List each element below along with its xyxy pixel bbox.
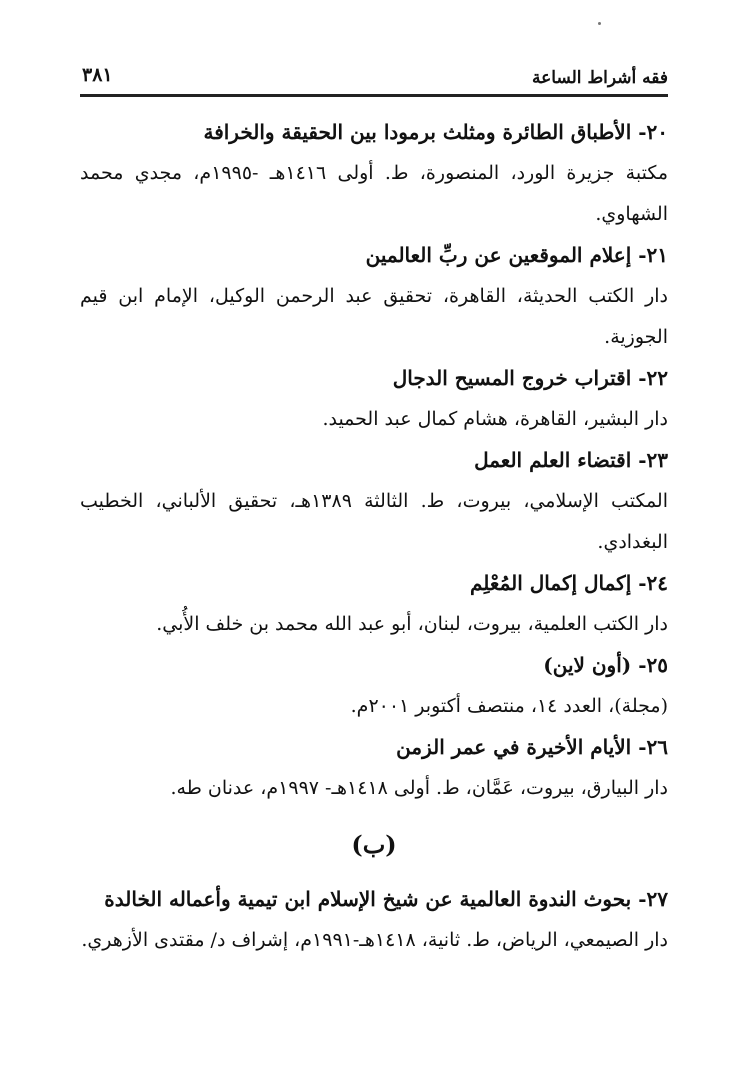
entry-title: ٢٦- الأيام الأخيرة في عمر الزمن: [396, 735, 668, 759]
entry-description: مكتبة جزيرة الورد، المنصورة، ط. أولى ١٤١٦هـ -١٩٩٥م، مجدي محمد الشهاوي.: [80, 162, 668, 225]
running-title: فقه أشراط الساعة: [532, 68, 668, 88]
entry-title: ٢٢- اقتراب خروج المسيح الدجال: [392, 366, 668, 390]
entry-title: ٢٧- بحوث الندوة العالمية عن شيخ الإسلام ابن تيمية وأعماله الخالدة: [104, 887, 668, 911]
header-rule: [80, 94, 668, 97]
entry-title: ٢٠- الأطباق الطائرة ومثلث برمودا بين الحقيقة والخرافة: [203, 120, 668, 144]
entry-description: المكتب الإسلامي، بيروت، ط. الثالثة ١٣٨٩هـ، تحقيق الألباني، الخطيب البغدادي.: [80, 490, 668, 553]
page-header: [80, 58, 668, 94]
bibliography-entry: [80, 727, 668, 809]
scan-speck: [598, 22, 601, 25]
entry-description: (مجلة)، العدد ١٤، منتصف أكتوبر ٢٠٠١م.: [350, 695, 668, 717]
entry-description: دار الصيمعي، الرياض، ط. ثانية، ١٤١٨هـ-١٩٩١م، إشراف د/ مقتدى الأزهري.: [81, 929, 668, 951]
entry-description: دار البشير، القاهرة، هشام كمال عبد الحميد.: [322, 408, 668, 430]
bibliography-list: [80, 112, 668, 961]
section-heading: (ب): [351, 830, 397, 859]
entry-description: دار الكتب العلمية، بيروت، لبنان، أبو عبد الله محمد بن خلف الأُبي.: [156, 613, 668, 635]
bibliography-entry: [80, 563, 668, 645]
bibliography-entry: [80, 112, 668, 235]
bibliography-entry: [80, 645, 668, 727]
bibliography-entry: [80, 235, 668, 358]
bibliography-entry: [80, 358, 668, 440]
entry-title: ٢٤- إكمال إكمال المُعْلِم: [470, 571, 668, 595]
bibliography-entry: [80, 879, 668, 961]
entry-description: دار البيارق، بيروت، عَمَّان، ط. أولى ١٤١٨هـ- ١٩٩٧م، عدنان طه.: [170, 777, 668, 799]
bibliography-entry: [80, 440, 668, 563]
entry-title: ٢١- إعلام الموقعين عن ربِّ العالمين: [365, 243, 668, 267]
entry-description: دار الكتب الحديثة، القاهرة، تحقيق عبد الرحمن الوكيل، الإمام ابن قيم الجوزية.: [80, 285, 668, 348]
page-number: ٣٨١: [82, 64, 113, 86]
entry-title: ٢٣- اقتضاء العلم العمل: [474, 448, 668, 472]
entry-title: ٢٥- (أون لاين): [543, 653, 668, 677]
